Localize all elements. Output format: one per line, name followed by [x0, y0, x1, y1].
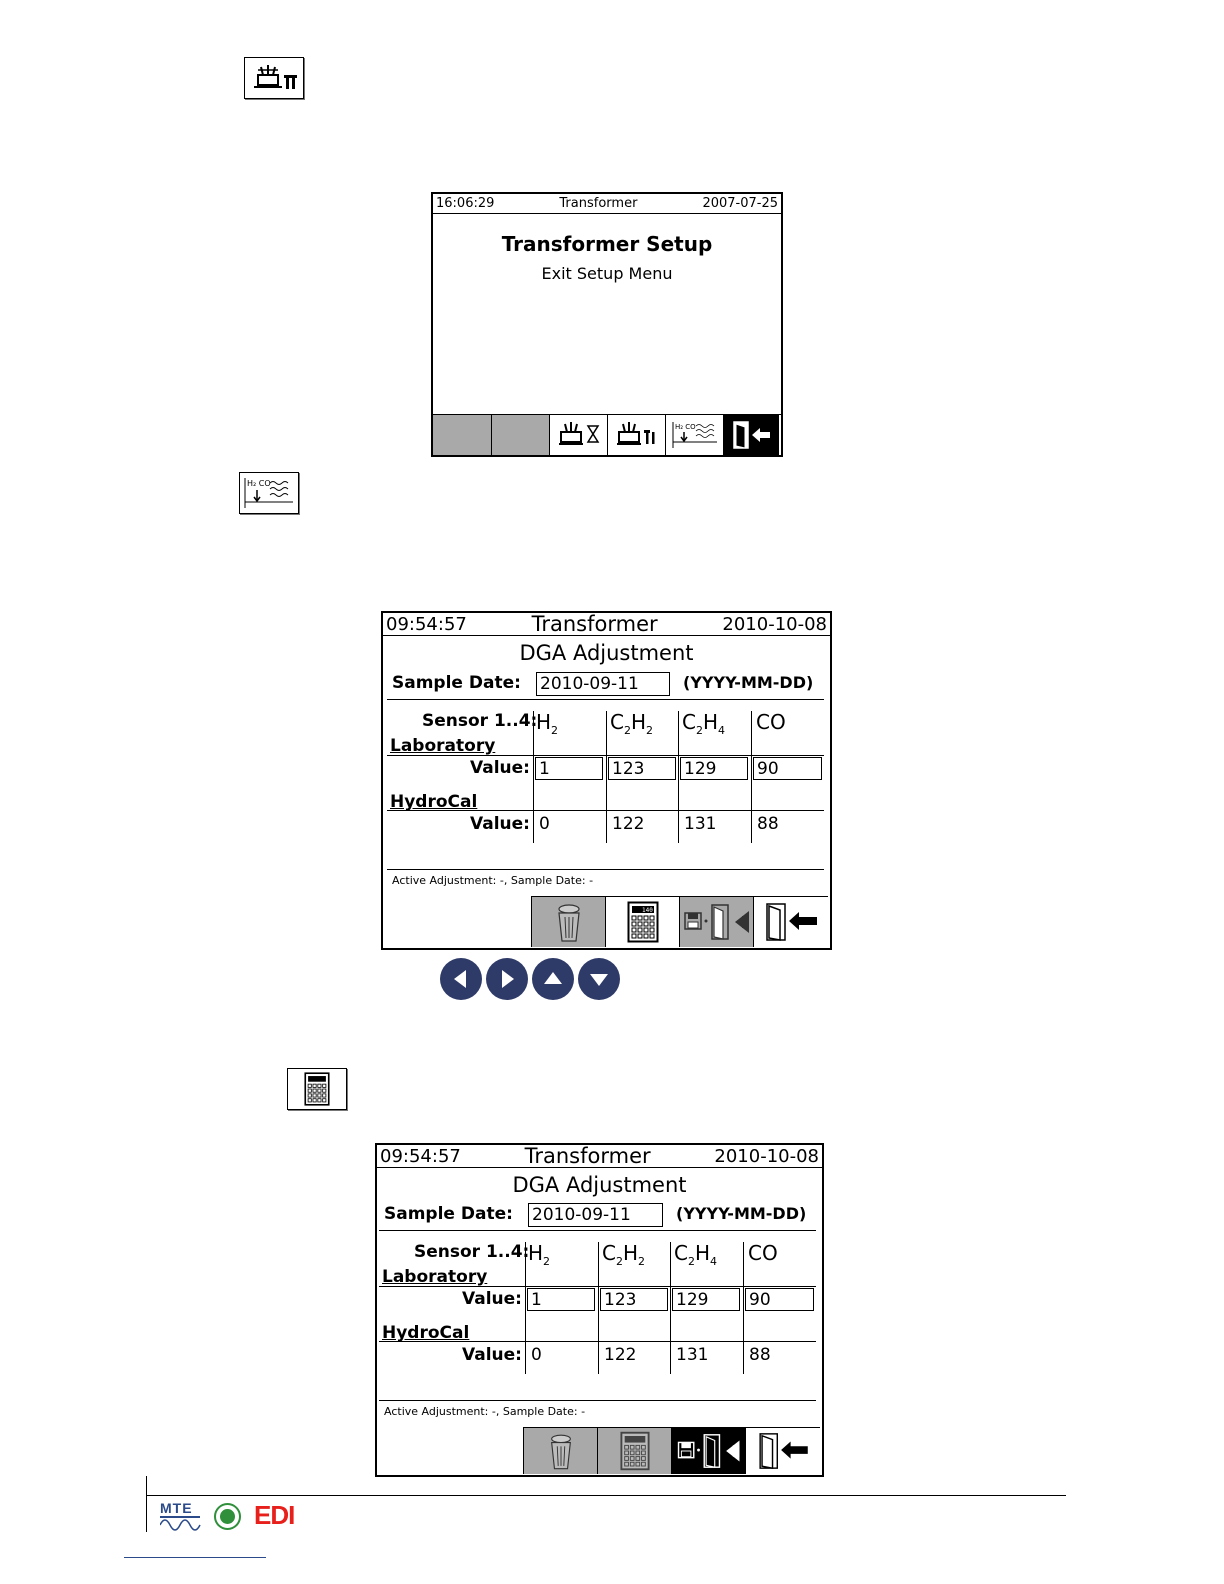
sample-date-input[interactable]: 2010-09-11	[528, 1203, 663, 1227]
save-and-exit-button[interactable]	[671, 1428, 745, 1474]
header-time: 16:06:29	[436, 196, 495, 211]
mte-logo-text: MTE	[160, 1500, 200, 1518]
exit-button[interactable]	[753, 897, 828, 947]
save-and-exit-button[interactable]	[679, 897, 753, 947]
hydrocal-value-label: Value:	[470, 814, 530, 834]
divider	[606, 711, 607, 843]
exit-door-icon	[761, 901, 821, 943]
gas-c2h2-header: $C_2H_2$	[610, 710, 654, 737]
transformer-timer-button[interactable]	[549, 415, 607, 455]
nav-right-button[interactable]	[486, 958, 528, 1000]
lab-value-label: Value:	[470, 758, 530, 778]
svg-text:H₂ CO: H₂ CO	[247, 479, 271, 488]
dga-gas-icon	[242, 476, 296, 510]
screen-header	[383, 613, 830, 636]
divider	[678, 711, 679, 843]
nav-down-button[interactable]	[578, 958, 620, 1000]
header-time: 09:54:57	[386, 613, 467, 635]
divider	[387, 869, 824, 870]
date-format-hint: (YYYY-MM-DD)	[683, 673, 814, 692]
gas-h2-header: $H_2$	[528, 1241, 551, 1268]
toolbar	[523, 1427, 820, 1474]
header-date: 2007-07-25	[702, 196, 778, 211]
status-text: Active Adjustment: -, Sample Date: -	[384, 1405, 586, 1418]
toolbar-empty-button	[433, 415, 491, 455]
lab-value-input[interactable]: 1	[527, 1288, 595, 1311]
header-title: Transformer	[524, 1144, 651, 1168]
header-date: 2010-10-08	[722, 613, 827, 635]
hydrocal-value: 0	[531, 1345, 542, 1365]
sine-wave-icon	[160, 1518, 202, 1532]
hydrocal-value: 131	[684, 814, 717, 834]
divider	[387, 699, 824, 700]
footer-rule	[146, 1495, 1066, 1496]
calculator-icon	[304, 1072, 330, 1106]
header-time: 09:54:57	[380, 1145, 461, 1167]
dga-gas-icon	[670, 420, 720, 450]
lab-value-input[interactable]: 123	[608, 757, 676, 780]
hydrocal-value: 88	[757, 814, 779, 834]
up-arrow-icon	[541, 967, 565, 991]
exit-button[interactable]	[745, 1428, 820, 1474]
page-title: DGA Adjustment	[512, 1173, 687, 1197]
mte-logo	[160, 1500, 204, 1532]
transformer-setup-icon-button	[244, 57, 304, 99]
gas-c2h2-header: $C_2H_2$	[602, 1241, 646, 1268]
hydrocal-value-label: Value:	[462, 1345, 522, 1365]
exit-button[interactable]	[723, 415, 779, 455]
trash-can-icon	[547, 1431, 575, 1471]
gas-c2h4-header: $C_2H_4$	[682, 710, 726, 737]
lab-value-input[interactable]: 129	[680, 757, 748, 780]
nav-up-button[interactable]	[532, 958, 574, 1000]
down-arrow-icon	[587, 967, 611, 991]
divider	[379, 1230, 816, 1231]
sample-date-label: Sample Date:	[392, 673, 521, 693]
divider	[670, 1242, 671, 1374]
sensor-label: Sensor 1..4:	[414, 1242, 530, 1262]
screen-header	[433, 194, 781, 214]
svg-text:H₂ CO: H₂ CO	[674, 423, 696, 431]
dga-adjustment-button[interactable]	[665, 415, 723, 455]
sensor-label: Sensor 1..4:	[422, 711, 538, 731]
divider	[743, 1242, 744, 1374]
lab-value-input[interactable]: 129	[672, 1288, 740, 1311]
delete-adjustment-button[interactable]	[531, 897, 605, 947]
lab-value-input[interactable]: 123	[600, 1288, 668, 1311]
toolbar	[531, 896, 828, 947]
delete-adjustment-button[interactable]	[523, 1428, 597, 1474]
save-exit-icon	[683, 901, 751, 943]
calculator-button[interactable]	[605, 897, 679, 947]
hydrocal-value: 88	[749, 1345, 771, 1365]
menu-item-exit-setup[interactable]: Exit Setup Menu	[541, 264, 673, 283]
lab-value-input[interactable]: 1	[535, 757, 603, 780]
calculator-button[interactable]	[597, 1428, 671, 1474]
exit-door-icon	[753, 1431, 813, 1471]
gas-co-header: CO	[748, 1241, 778, 1265]
lab-value-input[interactable]: 90	[753, 757, 822, 780]
hydrocal-value: 0	[539, 814, 550, 834]
nav-left-button[interactable]	[440, 958, 482, 1000]
right-arrow-icon	[495, 967, 519, 991]
dga-adjustment-screen-calculated	[375, 1143, 824, 1477]
save-exit-icon	[675, 1431, 743, 1471]
sample-date-input[interactable]: 2010-09-11	[536, 672, 670, 696]
laboratory-label: Laboratory	[390, 736, 496, 756]
header-title: Transformer	[559, 196, 638, 211]
lab-value-label: Value:	[462, 1289, 522, 1309]
sample-date-label: Sample Date:	[384, 1204, 513, 1224]
screen-header	[377, 1145, 822, 1168]
edi-logo: EDI	[254, 1500, 295, 1530]
lab-value-input[interactable]: 90	[745, 1288, 814, 1311]
hydrocal-value: 122	[604, 1345, 637, 1365]
divider	[598, 1242, 599, 1374]
calculator-icon	[620, 1431, 650, 1471]
divider	[751, 711, 752, 843]
calculator-icon	[627, 901, 659, 943]
hydrocal-value: 122	[612, 814, 645, 834]
hydrocal-value: 131	[676, 1345, 709, 1365]
footer-left-rule	[146, 1476, 147, 1532]
laboratory-label: Laboratory	[382, 1267, 488, 1287]
dga-adjustment-screen	[381, 611, 832, 950]
left-arrow-icon	[449, 967, 473, 991]
status-text: Active Adjustment: -, Sample Date: -	[392, 874, 594, 887]
seal-center-icon	[220, 1509, 235, 1524]
transformer-setup-button[interactable]	[607, 415, 665, 455]
transformer-setup-screen	[431, 192, 783, 457]
hydrocal-label: HydroCal	[390, 792, 478, 812]
toolbar	[433, 414, 781, 455]
page-title: Transformer Setup	[501, 232, 713, 256]
transformer-tools-icon	[615, 420, 659, 450]
exit-door-icon	[730, 419, 774, 451]
gas-c2h4-header: $C_2H_4$	[674, 1241, 718, 1268]
gas-co-header: CO	[756, 710, 786, 734]
header-date: 2010-10-08	[714, 1145, 819, 1167]
footer-link-underline	[124, 1557, 266, 1558]
header-title: Transformer	[531, 612, 658, 636]
date-format-hint: (YYYY-MM-DD)	[676, 1204, 807, 1223]
gas-h2-header: $H_2$	[536, 710, 559, 737]
calculator-display: 140	[641, 907, 653, 914]
transformer-hourglass-icon	[557, 420, 601, 450]
trash-can-icon	[554, 901, 584, 943]
toolbar-empty-button	[491, 415, 549, 455]
page-title: DGA Adjustment	[519, 641, 694, 665]
transformer-tools-icon	[248, 61, 300, 95]
divider	[379, 1400, 816, 1401]
dga-adjustment-icon-button	[239, 472, 299, 514]
green-seal-logo	[214, 1503, 241, 1530]
calculator-icon-button	[287, 1068, 347, 1110]
hydrocal-label: HydroCal	[382, 1323, 470, 1343]
